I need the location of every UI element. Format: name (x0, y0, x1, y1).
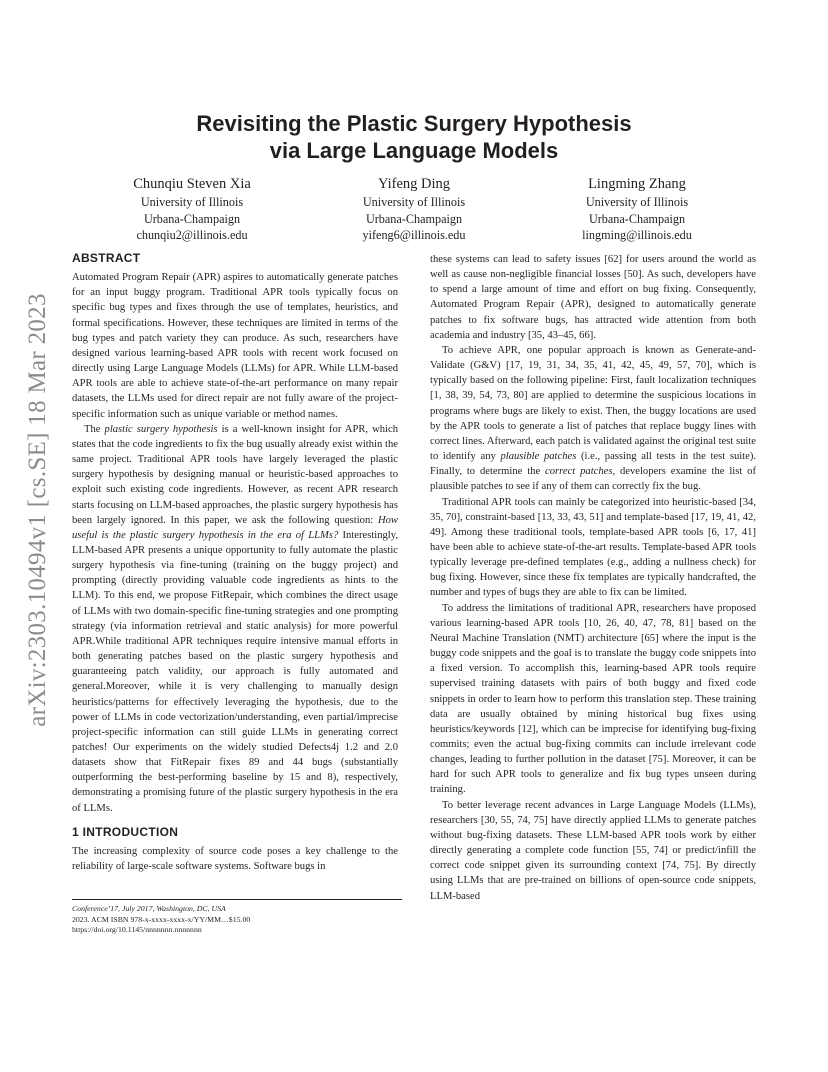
title-line-1: Revisiting the Plastic Surgery Hypothesis (196, 111, 632, 136)
author-email: chunqiu2@illinois.edu (136, 228, 248, 242)
arxiv-stamp: arXiv:2303.10494v1 [cs.SE] 18 Mar 2023 (24, 293, 52, 727)
author-affiliation: University of Illinois (362, 195, 466, 209)
intro-paragraph-2: To achieve APR, one popular approach is known as Generate-and-Validate (G&V) [17, 19, 31, 34, 35, 41, 42, 45, 49, 57, 70], which is typically based on the following pipeline: First, fault localization techniques [1, 38, 39, 54, 73, 80] are applied to determine the suspicious locations in programs where bugs are likely to exist. Then, the buggy locations are used by the APR tools to generate a list of patches that replace buggy lines with correct lines. Afterward, each patch is validated against the original test suite to identify any plausible patches (i.e., passing all tests in the test suite). Finally, to determine the correct patches, developers examine the list of plausible patches to see if any of them can correctly fix the bug. (430, 344, 757, 493)
research-question: How useful is the plastic surgery hypothesis in the era of LLMs? (72, 514, 398, 541)
author-1 (82, 175, 302, 244)
author-affiliation: University of Illinois (585, 195, 689, 209)
intro-heading: 1 INTRODUCTION (72, 824, 179, 839)
paper-title (0, 110, 828, 164)
left-column (72, 251, 398, 874)
emphasis: plastic surgery hypothesis (104, 423, 218, 435)
footnote-isbn: 2023. ACM ISBN 978-x-xxxx-xxxx-x/YY/MM…$15.00 (72, 914, 251, 924)
author-email: lingming@illinois.edu (582, 228, 692, 242)
author-3 (527, 175, 747, 244)
abstract-paragraph-2: The plastic surgery hypothesis is a well-known insight for APR, which states that the code ingredients to fix the bug usually already exist within the same project. Traditional APR tools have largely leveraged the plastic surgery hypothesis by designing manual or heuristic-based approaches to exploit such existing code ingredients. However, as recent APR research starts focusing on LLM-based approaches, the plastic surgery hypothesis has been largely ignored. In this paper, we ask the following question: How useful is the plastic surgery hypothesis in the era of LLMs? Interestingly, LLM-based APR presents a unique opportunity to fully automate the plastic surgery hypothesis via fine-tuning (training on the buggy project) and prompting (directly providing valuable code ingredients as hints to the LLM). To this end, we propose FitRepair, which combines the direct usage of LLMs with two domain-specific fine-tuning strategies and one prompting strategy (via information retrieval and static analysis) for more powerful APR.While traditional APR techniques require intensive manual efforts in both generating patches based on the plastic surgery hypothesis and guaranteeing patch validity, our approach is fully automated and general.Moreover, while it is very challenging to manually design heuristics/patterns for effectively leveraging the hypothesis, due to the power of LLMs in code vectorization/understanding, even partial/imprecise project-specific information can still guide LLMs in generating correct patches! Our experiments on the widely studied Defects4j 1.2 and 2.0 datasets show that FitRepair fixes 89 and 44 bugs (substantially outperforming the best-performing baseline by 15 and 8), respectively, demonstrating a promising future of the plastic surgery hypothesis in the era of LLMs. (72, 423, 398, 814)
author-affiliation: University of Illinois (140, 195, 244, 209)
author-email: yifeng6@illinois.edu (362, 228, 466, 242)
right-column (430, 252, 756, 904)
intro-paragraph-1: The increasing complexity of source code poses a key challenge to the reliability of large-scale software systems. Software bugs in (72, 845, 398, 873)
emphasis: correct patches (545, 466, 613, 478)
footnote-rule (72, 899, 402, 900)
abstract-paragraph-1: Automated Program Repair (APR) aspires to automatically generate patches for an input buggy program. Traditional APR tools typically focus on specific bug types and fixes through the use of templates, heuristics, and formal specifications. However, these techniques are limited in terms of the bug types and patch variety they can produce. As such, researchers have designed various learning-based APR tools with recent work focused on directly using Large Language Models (LLMs) for APR. While LLM-based APR tools are able to achieve state-of-the-art performance on many repair datasets, the LLMs used for direct repair are not fully aware of the project-specific information such as unique variable or method names. (72, 272, 398, 420)
author-location: Urbana-Champaign (365, 211, 463, 226)
author-location: Urbana-Champaign (143, 211, 241, 226)
author-name: Lingming Zhang (588, 176, 686, 192)
title-line-2: via Large Language Models (269, 138, 559, 163)
intro-paragraph-3: Traditional APR tools can mainly be categorized into heuristic-based [34, 35, 70], constraint-based [13, 33, 43, 51] and template-based [17, 19, 41, 42, 49]. Among these traditional tools, template-based APR tools [6, 17, 41] have been able to achieve state-of-the-art results. Template-based APR tools typically leverage pre-defined templates (e.g., adding a nullness check) for bug fixing. However, since these fix templates are typically handcrafted, the number and types of bugs they are able to fix can be limited. (430, 496, 756, 599)
author-2 (304, 175, 524, 244)
author-name: Yifeng Ding (377, 176, 451, 192)
footnote (72, 899, 402, 936)
author-location: Urbana-Champaign (588, 211, 686, 226)
abstract-heading: ABSTRACT (72, 251, 141, 265)
intro-paragraph-4: To address the limitations of traditional APR, researchers have proposed various learning-based APR tools [10, 26, 40, 47, 78, 81] based on the Neural Machine Translation (NMT) architecture [65] where the input is the buggy code snippets and the goal is to translate the buggy code snippets into a fixed version. To accomplish this, learning-based APR tools require supervised training datasets with pairs of both buggy and fixed code snippets in order to learn how to perform this translation step. These training data are usually obtained by mining historical bug fixes using heuristics/keywords [12], which can be imprecise for identifying bug-fixing commits; even the actual bug-fixing commits can include irrelevant code changes, leading to further pollution in the dataset [75]. Moreover, it can be hard for such APR tools to generalize and fix bug types unseen during training. (430, 602, 756, 796)
footnote-conference: Conference’17, July 2017, Washington, DC, USA (72, 904, 226, 913)
emphasis: plausible patches (500, 451, 577, 463)
author-name: Chunqiu Steven Xia (133, 176, 251, 192)
intro-paragraph-1-cont: these systems can lead to safety issues [62] for users around the world as well as cause non-negligible financial losses [50]. As such, developers have to spend a large amount of time and effort on bug fixing. Consequently, Automated Program Repair (APR), designed to automatically generate patches to fix software bugs, has attracted wide attention from both academia and industry [35, 43–45, 66]. (430, 254, 756, 341)
footnote-doi: https://doi.org/10.1145/nnnnnnn.nnnnnnn (72, 925, 202, 934)
intro-paragraph-5: To better leverage recent advances in Large Language Models (LLMs), researchers [30, 55, 74, 75] have directly applied LLMs to generate patches without bug-fixing datasets. These LLM-based APR tools work by either directly generating a complete code function [55, 74] or predict/infill the correct code snippet given its surrounding context [74, 75]. By directly using LLMs that are pre-trained on billions of open-source code snippets, LLM-based (430, 799, 756, 902)
